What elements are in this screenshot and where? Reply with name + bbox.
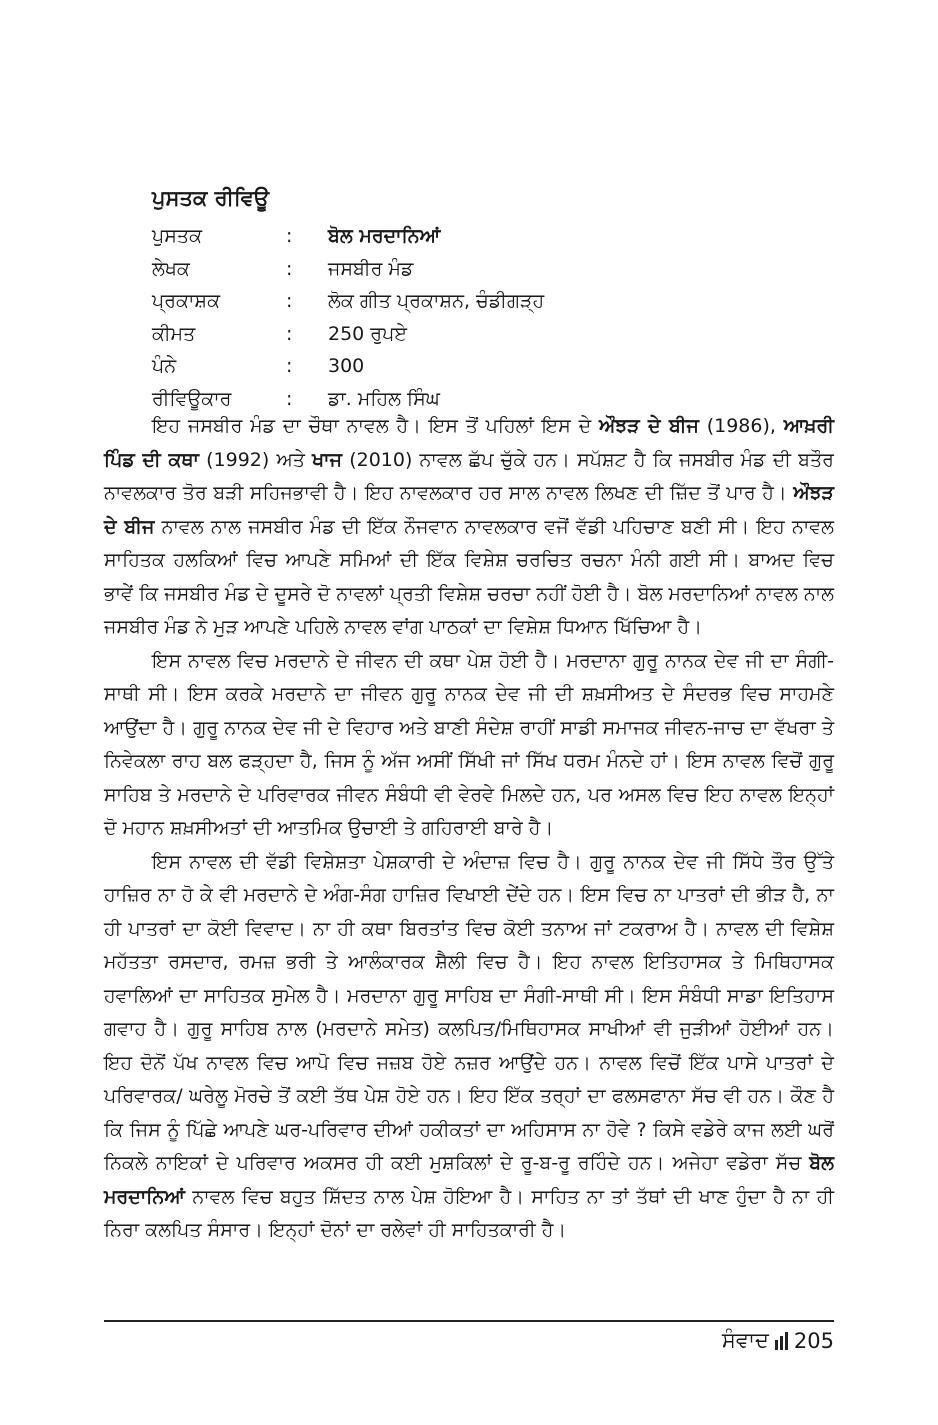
meta-colon: : [286,290,293,313]
paragraph-text: ਨਾਵਲ ਵਿਚ ਬਹੁਤ ਸ਼ਿੱਦਤ ਨਾਲ ਪੇਸ਼ ਹੋਇਆ ਹੈ। ਸਾਹਿਤ ਨਾ ਤਾਂ ਤੱਥਾਂ ਦੀ ਖਾਣ ਹੁੰਦਾ ਹੈ ਨਾ ਹੀ ਨਿਰਾ ਕਲਪਿਤ ਸੰਸਾਰ। ਇਨ੍ਹਾਂ ਦੋਨਾਂ ਦਾ ਰਲੇਵਾਂ ਹੀ ਸਾਹਿਤਕਾਰੀ ਹੈ। [104,1185,834,1241]
meta-row [152,350,544,383]
paragraph-text: ਨਾਵਲ ਨਾਲ ਜਸਬੀਰ ਮੰਡ ਦੀ ਇੱਕ ਨੌਜਵਾਨ ਨਾਵਲਕਾਰ ਵਜੋਂ ਵੱਡੀ ਪਹਿਚਾਣ ਬਣੀ ਸੀ। ਇਹ ਨਾਵਲ ਸਾਹਿਤਕ ਹਲਕਿਆਂ ਵਿਚ ਆਪਣੇ ਸਮਿਆਂ ਦੀ ਇੱਕ ਵਿਸ਼ੇਸ਼ ਚਰਚਿਤ ਰਚਨਾ ਮੰਨੀ ਗਈ ਸੀ। ਬਾਅਦ ਵਿਚ ਭਾਵੇਂ ਕਿ ਜਸਬੀਰ ਮੰਡ ਦੇ ਦੂਸਰੇ ਦੋ ਨਾਵਲਾਂ ਪ੍ਰਤੀ ਵਿਸ਼ੇਸ਼ ਚਰਚਾ ਨਹੀਂ ਹੋਈ ਹੈ। ਬੋਲ ਮਰਦਾਨਿਆਂ ਨਾਵਲ ਨਾਲ ਜਸਬੀਰ ਮੰਡ ਨੇ ਮੁੜ ਆਪਣੇ ਪਹਿਲੇ ਨਾਵਲ ਵਾਂਗ ਪਾਠਕਾਂ ਦਾ ਵਿਸ਼ੇਸ਼ ਧਿਆਨ ਖਿੱਚਿਆ ਹੈ। [104,515,834,638]
book-details-table [152,220,544,415]
book-title-emphasis: ਆਖ਼ਰੀ ਪਿੰਡ ਦੀ ਕਥਾ [104,415,834,471]
meta-label: ਪੰਨੇ [152,355,177,378]
paragraph-text: (1986), [698,415,784,437]
section-heading: ਪੁਸਤਕ ਰੀਵਿਊ [152,186,270,210]
paragraph-text: ਇਸ ਨਾਵਲ ਵਿਚ ਮਰਦਾਨੇ ਦੇ ਜੀਵਨ ਦੀ ਕਥਾ ਪੇਸ਼ ਹੋਈ ਹੈ। ਮਰਦਾਨਾ ਗੁਰੂ ਨਾਨਕ ਦੇਵ ਜੀ ਦਾ ਸੰਗੀ-ਸਾਥੀ ਸੀ। ਇਸ ਕਰਕੇ ਮਰਦਾਨੇ ਦਾ ਜੀਵਨ ਗੁਰੂ ਨਾਨਕ ਦੇਵ ਜੀ ਦੀ ਸ਼ਖ਼ਸੀਅਤ ਦੇ ਸੰਦਰਭ ਵਿਚ ਸਾਹਮਣੇ ਆਉਂਦਾ ਹੈ। ਗੁਰੂ ਨਾਨਕ ਦੇਵ ਜੀ ਦੇ ਵਿਹਾਰ ਅਤੇ ਬਾਣੀ ਸੰਦੇਸ਼ ਰਾਹੀਂ ਸਾਡੀ ਸਮਾਜਕ ਜੀਵਨ-ਜਾਚ ਦਾ ਵੱਖਰਾ ਤੇ ਨਿਵੇਕਲਾ ਰਾਹ ਬਲ ਫੜ੍ਹਦਾ ਹੈ, ਜਿਸ ਨੂੰ ਅੱਜ ਅਸੀਂ ਸਿੱਖੀ ਜਾਂ ਸਿੱਖ ਧਰਮ ਮੰਨਦੇ ਹਾਂ। ਇਸ ਨਾਵਲ ਵਿਚੋਂ ਗੁਰੂ ਸਾਹਿਬ ਤੇ ਮਰਦਾਨੇ ਦੇ ਪਰਿਵਾਰਕ ਜੀਵਨ ਸੰਬੰਧੀ ਵੀ ਵੇਰਵੇ ਮਿਲਦੇ ਹਨ, ਪਰ ਅਸਲ ਵਿਚ ਇਹ ਨਾਵਲ ਇਨ੍ਹਾਂ ਦੋ ਮਹਾਨ ਸ਼ਖ਼ਸੀਅਤਾਂ ਦੀ ਆਤਮਿਕ ਉਚਾਈ ਤੇ ਗਹਿਰਾਈ ਬਾਰੇ ਹੈ। [104,649,834,839]
paragraph-text: ਇਸ ਨਾਵਲ ਦੀ ਵੱਡੀ ਵਿਸ਼ੇਸ਼ਤਾ ਪੇਸ਼ਕਾਰੀ ਦੇ ਅੰਦਾਜ਼ ਵਿਚ ਹੈ। ਗੁਰੂ ਨਾਨਕ ਦੇਵ ਜੀ ਸਿੱਧੇ ਤੌਰ ਉੱਤੇ ਹਾਜ਼ਿਰ ਨਾ ਹੋ ਕੇ ਵੀ ਮਰਦਾਨੇ ਦੇ ਅੰਗ-ਸੰਗ ਹਾਜ਼ਿਰ ਵਿਖਾਈ ਦੇਂਦੇ ਹਨ। ਇਸ ਵਿਚ ਨਾ ਪਾਤਰਾਂ ਦੀ ਭੀੜ ਹੈ, ਨਾ ਹੀ ਪਾਤਰਾਂ ਦਾ ਕੋਈ ਵਿਵਾਦ। ਨਾ ਹੀ ਕਥਾ ਬਿਰਤਾਂਤ ਵਿਚ ਕੋਈ ਤਨਾਅ ਜਾਂ ਟਕਰਾਅ ਹੈ। ਨਾਵਲ ਦੀ ਵਿਸ਼ੇਸ਼ ਮਹੱਤਤਾ ਰਸਦਾਰ, ਰਮਜ਼ ਭਰੀ ਤੇ ਆਲੰਕਾਰਕ ਸ਼ੈਲੀ ਵਿਚ ਹੈ। ਇਹ ਨਾਵਲ ਇਤਿਹਾਸਕ ਤੇ ਮਿਥਿਹਾਸਕ ਹਵਾਲਿਆਂ ਦਾ ਸਾਹਿਤਕ ਸੁਮੇਲ ਹੈ। ਮਰਦਾਨਾ ਗੁਰੂ ਸਾਹਿਬ ਦਾ ਸੰਗੀ-ਸਾਥੀ ਸੀ। ਇਸ ਸੰਬੰਧੀ ਸਾਡਾ ਇਤਿਹਾਸ ਗਵਾਹ ਹੈ। ਗੁਰੂ ਸਾਹਿਬ ਨਾਲ (ਮਰਦਾਨੇ ਸਮੇਤ) ਕਲਪਿਤ/ਮਿਥਿਹਾਸਕ ਸਾਖੀਆਂ ਵੀ ਜੁੜੀਆਂ ਹੋਈਆਂ ਹਨ। ਇਹ ਦੋਨੋਂ ਪੱਖ ਨਾਵਲ ਵਿਚ ਆਪੋ ਵਿਚ ਜਜ਼ਬ ਹੋਏ ਨਜ਼ਰ ਆਉਂਦੇ ਹਨ। ਨਾਵਲ ਵਿਚੋਂ ਇੱਕ ਪਾਸੇ ਪਾਤਰਾਂ ਦੇ ਪਰਿਵਾਰਕ/ ਘਰੇਲੂ ਮੋਰਚੇ ਤੋਂ ਕਈ ਤੱਥ ਪੇਸ਼ ਹੋਏ ਹਨ। ਇਹ ਇੱਕ ਤਰ੍ਹਾਂ ਦਾ ਫਲਸਫਾਨਾ ਸੱਚ ਵੀ ਹਨ। ਕੌਣ ਹੈ ਕਿ ਜਿਸ ਨੂੰ ਪਿੱਛੇ ਆਪਣੇ ਘਰ-ਪਰਿਵਾਰ ਦੀਆਂ ਹਕੀਕਤਾਂ ਦਾ ਅਹਿਸਾਸ ਨਾ ਹੋਵੇ ? ਕਿਸੇ ਵਡੇਰੇ ਕਾਜ ਲਈ ਘਰੋਂ ਨਿਕਲੇ ਨਾਇਕਾਂ ਦੇ ਪਰਿਵਾਰ ਅਕਸਰ ਹੀ ਕਈ ਮੁਸ਼ਕਿਲਾਂ ਦੇ ਰੂ-ਬ-ਰੂ ਰਹਿੰਦੇ ਹਨ। ਅਜੇਹਾ ਵਡੇਰਾ ਸੱਚ [104,850,834,1174]
review-body [104,410,834,1248]
paragraph-text: (2010) ਨਾਵਲ ਛੱਪ ਚੁੱਕੇ ਹਨ। ਸਪੱਸ਼ਟ ਹੈ ਕਿ ਜਸਬੀਰ ਮੰਡ ਦੀ ਬਤੌਰ ਨਾਵਲਕਾਰ ਤੋਰ ਬੜੀ ਸਹਿਜਭਾਵੀ ਹੈ। ਇਹ ਨਾਵਲਕਾਰ ਹਰ ਸਾਲ ਨਾਵਲ ਲਿਖਣ ਦੀ ਜ਼ਿੱਦ ਤੋਂ ਪਾਰ ਹੈ। [104,448,834,504]
page-footer [722,1328,834,1353]
meta-row [152,253,544,286]
body-paragraph [104,645,834,846]
meta-value: 300 [328,355,365,378]
footer-rule [104,1320,834,1322]
meta-colon: : [286,322,293,345]
body-paragraph [104,410,834,645]
meta-colon: : [286,387,293,410]
meta-label: ਕੀਮਤ [152,322,196,345]
meta-colon: : [286,225,293,248]
meta-row [152,318,544,351]
paragraph-text: (1992) ਅਤੇ [198,448,313,471]
meta-label: ਲੇਖਕ [152,257,190,280]
meta-colon: : [286,355,293,378]
book-title-emphasis: ਔਝੜ ਦੇ ਬੀਜ [104,482,834,538]
meta-label: ਪੁਸਤਕ [152,225,203,248]
body-paragraph [104,846,834,1248]
paragraph-text: ਇਹ ਜਸਬੀਰ ਮੰਡ ਦਾ ਚੌਥਾ ਨਾਵਲ ਹੈ। ਇਸ ਤੋਂ ਪਹਿਲਾਂ ਇਸ ਦੇ [152,415,599,437]
journal-name: ਸੰਵਾਦ [721,1328,769,1352]
meta-colon: : [286,257,293,280]
meta-value: ਬੋਲ ਮਰਦਾਨਿਆਂ [328,225,441,248]
meta-value: ਜਸਬੀਰ ਮੰਡ [328,257,414,280]
meta-row [152,285,544,318]
book-title-emphasis: ਔਝੜ ਦੇ ਬੀਜ [598,415,699,437]
meta-value: ਲੋਕ ਗੀਤ ਪ੍ਰਕਾਸ਼ਨ, ਚੰਡੀਗੜ੍ਹ [328,290,545,313]
meta-label: ਪ੍ਰਕਾਸ਼ਕ [152,290,221,313]
book-title-emphasis: ਬੋਲ ਮਰਦਾਨਿਆਂ [104,1152,834,1208]
meta-label: ਰੀਵਿਊਕਾਰ [152,387,232,410]
meta-value: 250 ਰੁਪਏ [328,322,407,345]
page-number: 205 [793,1328,834,1353]
book-title-emphasis: ਖਾਜ [312,448,343,471]
meta-row [152,220,544,253]
bars-ornament-icon [775,1332,788,1350]
meta-value: ਡਾ. ਮਹਿਲ ਸਿੰਘ [328,387,440,410]
